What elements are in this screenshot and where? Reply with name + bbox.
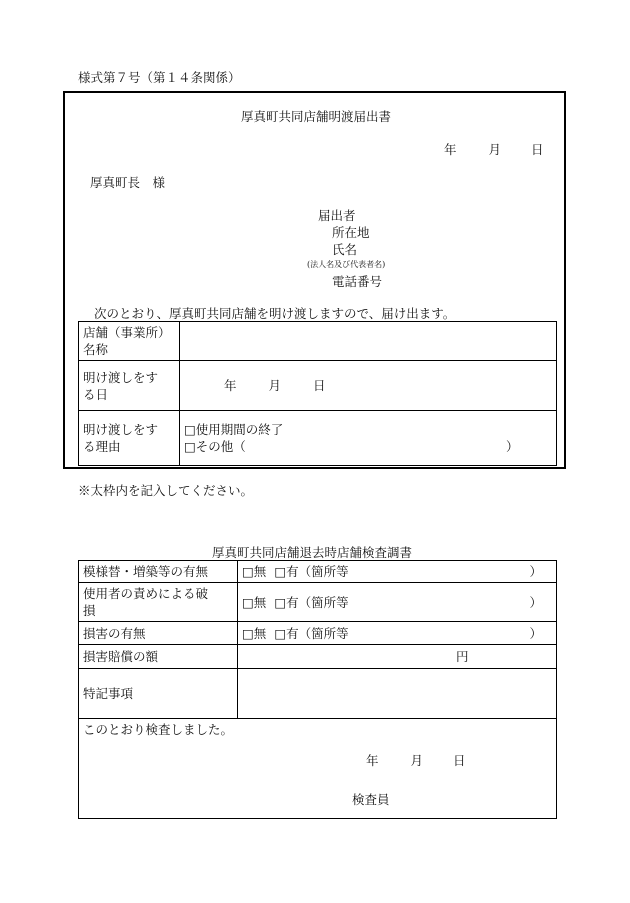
date-day: 日 <box>531 142 544 157</box>
applicant-phone-label: 電話番号 <box>332 274 383 289</box>
row5-value[interactable] <box>238 669 557 719</box>
row3-label: 損害の有無 <box>79 622 238 645</box>
row1-options[interactable]: □無 □有（箇所等 ） <box>238 561 557 583</box>
form-number: 様式第７号（第１４条関係） <box>78 70 241 85</box>
table-row <box>79 645 557 669</box>
vacate-date-value[interactable]: 年 月 日 <box>180 361 557 411</box>
table-row <box>79 583 557 622</box>
vacate-date-label: 明け渡しをす る日 <box>79 361 180 411</box>
store-name-value[interactable] <box>180 322 557 361</box>
confirmation-cell <box>79 719 557 819</box>
applicant-name-label: 氏名 <box>332 242 358 257</box>
table-row <box>79 561 557 583</box>
row2-options[interactable]: □無 □有（箇所等 ） <box>238 583 557 622</box>
row1-label: 模様替・増築等の有無 <box>79 561 238 583</box>
table-row <box>79 719 557 819</box>
table-row <box>79 411 557 466</box>
footnote: ※太枠内を記入してください。 <box>78 483 254 498</box>
notice-body-text: 次のとおり、厚真町共同店舗を明け渡しますので、届け出ます。 <box>94 306 456 321</box>
row4-amount[interactable] <box>238 645 557 669</box>
inspection-table <box>78 560 557 819</box>
reason-option-end[interactable]: □使用期間の終了 <box>184 422 284 437</box>
table-row <box>79 361 557 411</box>
inspector-label: 検査員 <box>352 792 390 807</box>
applicant-name-note: (法人名及び代表者名) <box>307 260 386 269</box>
addressee: 厚真町長 様 <box>90 175 166 190</box>
date-year: 年 <box>444 142 457 157</box>
table-row <box>79 322 557 361</box>
reason-value <box>180 411 557 466</box>
applicant-address-label: 所在地 <box>332 225 370 240</box>
row3-options[interactable]: □無 □有（箇所等 ） <box>238 622 557 645</box>
inspection-title: 厚真町共同店舗退去時店舗検査調書 <box>212 545 413 560</box>
table-row <box>79 669 557 719</box>
row2-label: 使用者の責めによる破 損 <box>79 583 238 622</box>
confirm-text: このとおり検査しました。 <box>83 722 234 737</box>
notice-table <box>78 321 557 466</box>
reason-option-other[interactable]: □その他（ ） <box>184 439 519 454</box>
notice-date <box>444 140 544 158</box>
row5-label: 特記事項 <box>79 669 238 719</box>
yen-unit: 円 <box>456 649 469 664</box>
applicant-heading: 届出者 <box>318 208 356 223</box>
date-month: 月 <box>488 142 502 157</box>
inspection-date: 年 月 日 <box>366 753 466 768</box>
store-name-label: 店舗（事業所） 名称 <box>79 322 180 361</box>
table-row <box>79 622 557 645</box>
notice-title: 厚真町共同店舗明渡届出書 <box>241 109 392 124</box>
row4-label: 損害賠償の額 <box>79 645 238 669</box>
reason-label: 明け渡しをす る理由 <box>79 411 180 466</box>
